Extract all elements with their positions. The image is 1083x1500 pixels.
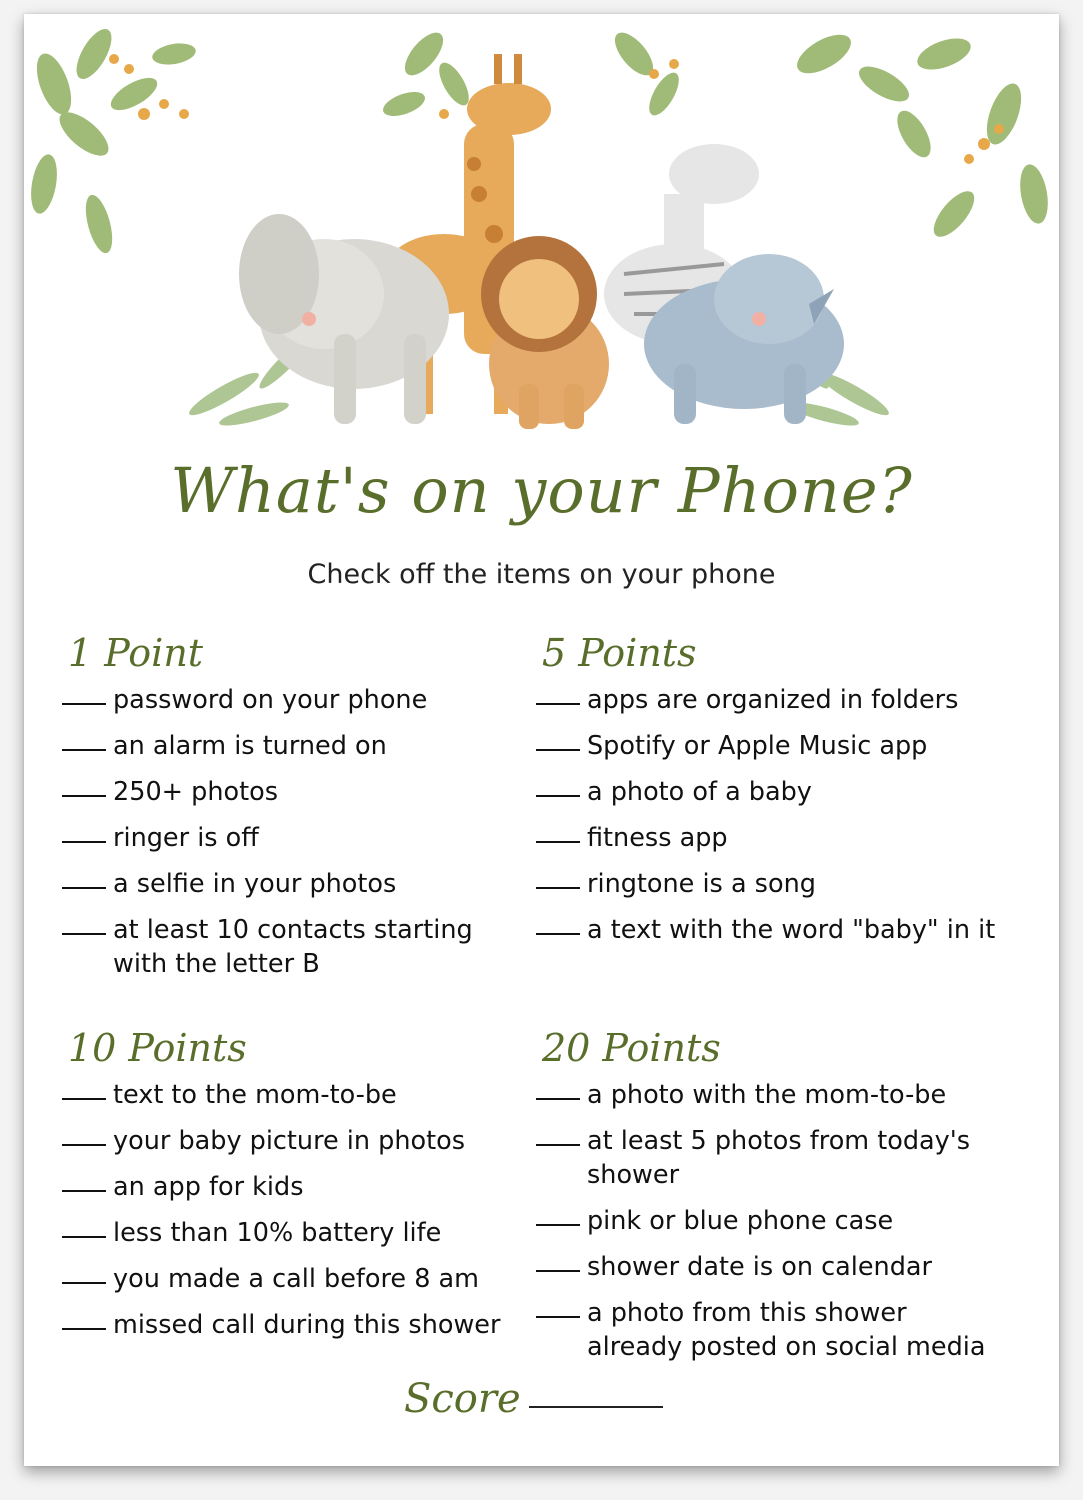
checklist-item: a selfie in your photos — [62, 867, 532, 901]
check-blank — [62, 1124, 106, 1146]
section-title: 20 Points — [542, 1026, 721, 1070]
page-title: What's on your Phone? — [170, 454, 913, 527]
safari-animals-illustration — [24, 14, 1059, 454]
leaves-top-left — [27, 24, 197, 256]
checklist-item: a photo with the mom-to-be — [536, 1078, 1006, 1112]
checklist-item: ringer is off — [62, 821, 532, 855]
checklist-item: text to the mom-to-be — [62, 1078, 532, 1112]
check-blank — [536, 867, 580, 889]
check-blank — [536, 1250, 580, 1272]
checklist-item: password on your phone — [62, 683, 532, 717]
check-blank — [62, 775, 106, 797]
score-field — [404, 1376, 663, 1422]
subtitle: Check off the items on your phone — [307, 559, 776, 590]
game-card — [24, 14, 1059, 1466]
section-title: 5 Points — [542, 631, 697, 675]
checklist-item: your baby picture in photos — [62, 1124, 532, 1158]
section-20-points — [536, 1024, 1006, 1376]
section-5-points — [536, 629, 1006, 959]
check-blank — [536, 913, 580, 935]
checklist-item: fitness app — [536, 821, 1006, 855]
section-1-point — [62, 629, 532, 993]
checklist-item: pink or blue phone case — [536, 1204, 1006, 1238]
check-blank — [536, 1124, 580, 1146]
checklist-item: a photo of a baby — [536, 775, 1006, 809]
check-blank — [62, 1216, 106, 1238]
checklist-item: a photo from this shower already posted on social media — [536, 1296, 1006, 1364]
checklist-item: an app for kids — [62, 1170, 532, 1204]
checklist-item: 250+ photos — [62, 775, 532, 809]
checklist-item: ringtone is a song — [536, 867, 1006, 901]
checklist-item: missed call during this shower — [62, 1308, 532, 1342]
check-blank — [62, 867, 106, 889]
check-blank — [62, 1308, 106, 1330]
check-blank — [62, 913, 106, 935]
check-blank — [62, 1262, 106, 1284]
leaves-top-right — [791, 27, 1052, 243]
checklist-item: shower date is on calendar — [536, 1250, 1006, 1284]
check-blank — [536, 683, 580, 705]
checklist-item: at least 10 contacts starting with the letter B — [62, 913, 532, 981]
checklist-item: less than 10% battery life — [62, 1216, 532, 1250]
score-blank — [529, 1406, 663, 1408]
checklist-item: a text with the word "baby" in it — [536, 913, 1006, 947]
section-title: 10 Points — [68, 1026, 247, 1070]
check-blank — [62, 683, 106, 705]
section-title: 1 Point — [68, 631, 204, 675]
checklist-item: Spotify or Apple Music app — [536, 729, 1006, 763]
check-blank — [62, 1078, 106, 1100]
check-blank — [536, 1078, 580, 1100]
check-blank — [62, 821, 106, 843]
check-blank — [536, 1296, 580, 1318]
check-blank — [536, 775, 580, 797]
score-label: Score — [404, 1376, 521, 1422]
check-blank — [62, 729, 106, 751]
section-10-points — [62, 1024, 532, 1354]
checklist-item: at least 5 photos from today's shower — [536, 1124, 1006, 1192]
check-blank — [536, 1204, 580, 1226]
checklist-item: apps are organized in folders — [536, 683, 1006, 717]
checklist-item: you made a call before 8 am — [62, 1262, 532, 1296]
checklist-item: an alarm is turned on — [62, 729, 532, 763]
check-blank — [62, 1170, 106, 1192]
check-blank — [536, 729, 580, 751]
check-blank — [536, 821, 580, 843]
